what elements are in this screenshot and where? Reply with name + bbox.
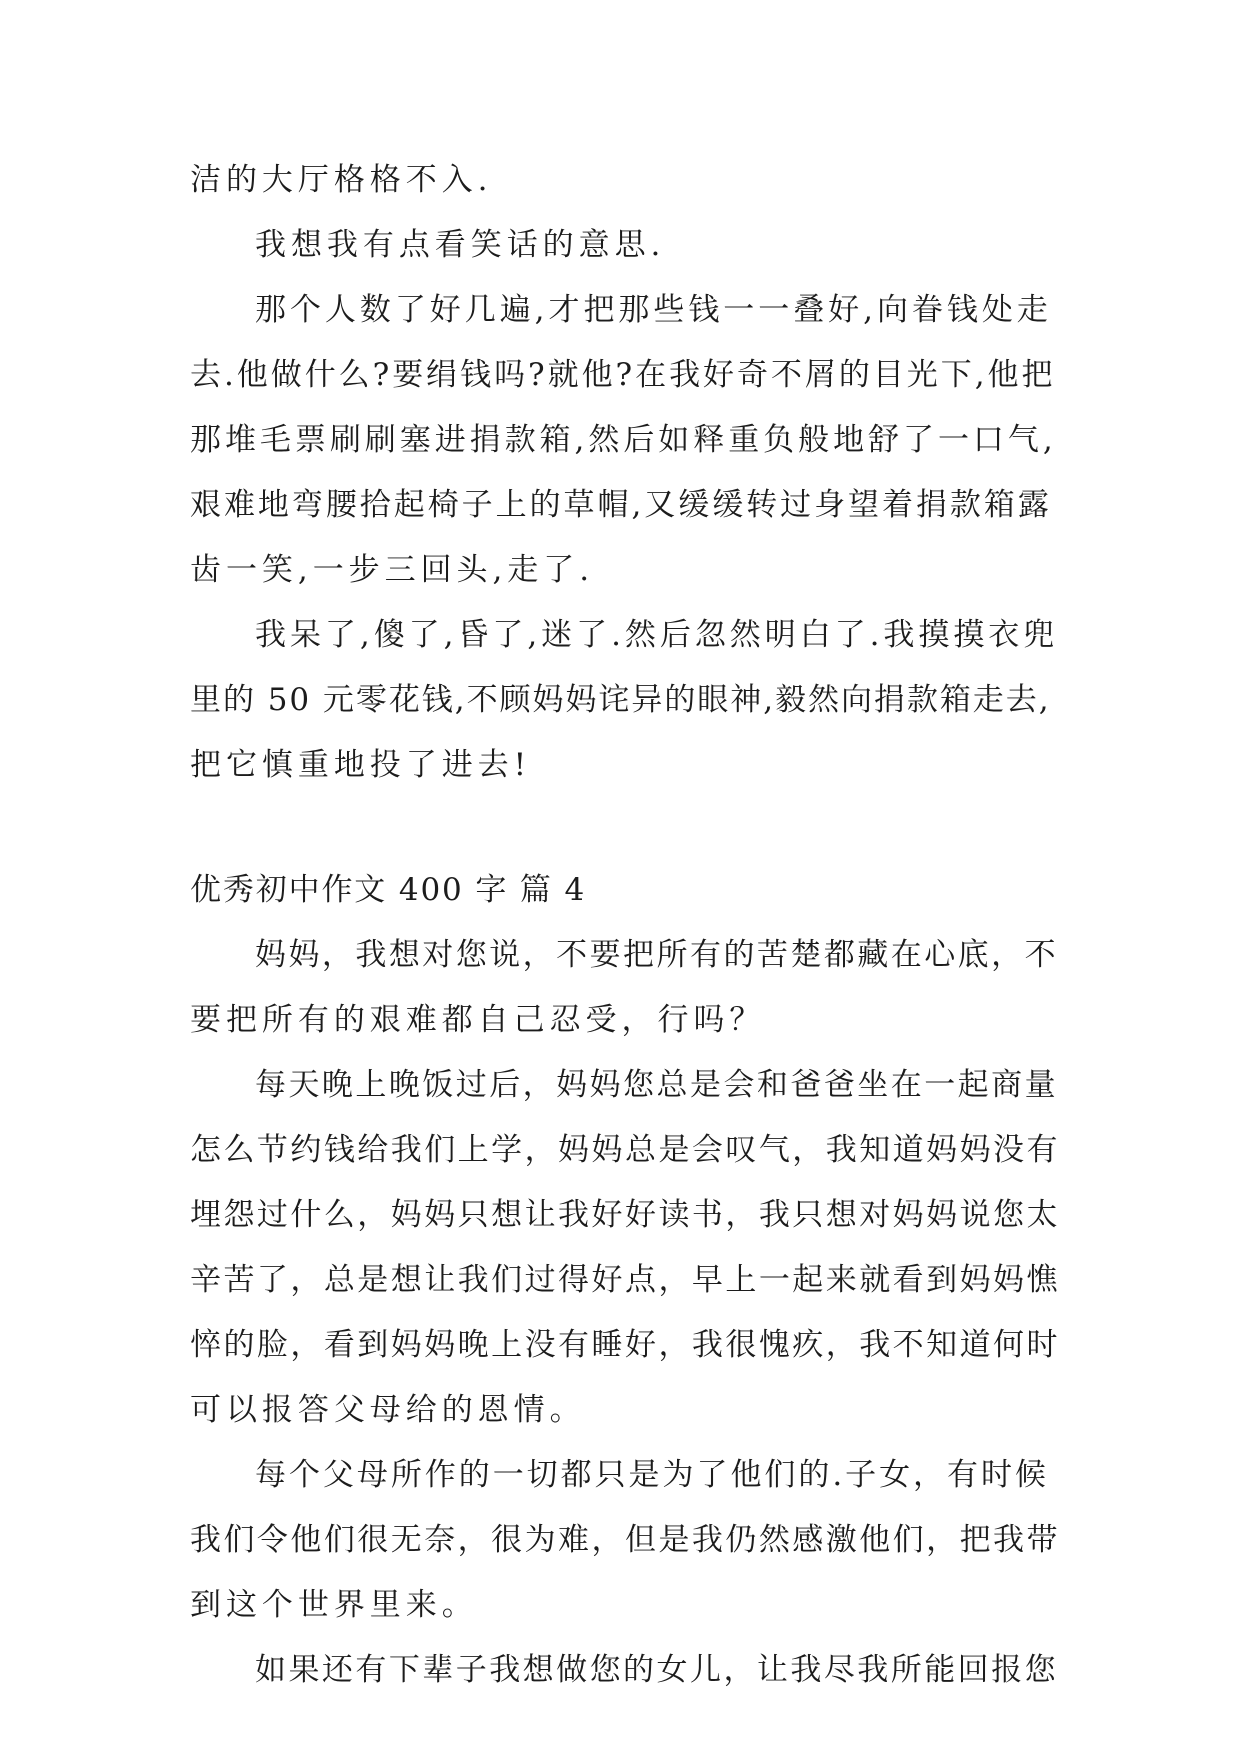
paragraph-line: 怎么节约钱给我们上学，妈妈总是会叹气，我知道妈妈没有 (190, 1132, 1060, 1168)
paragraph-line: 如果还有下辈子我想做您的女儿，让我尽我所能回报您 (255, 1652, 1059, 1688)
paragraph-line: 到这个世界里来。 (190, 1587, 478, 1623)
paragraph-line: 每个父母所作的一切都只是为了他们的.子女，有时候 (255, 1457, 1049, 1493)
paragraph-line: 我们令他们很无奈，很为难，但是我仍然感激他们，把我带 (190, 1522, 1060, 1558)
paragraph-line: 去.他做什么?要绢钱吗?就他?在我好奇不屑的目光下,他把 (190, 357, 1056, 393)
paragraph-line: 悴的脸，看到妈妈晚上没有睡好，我很愧疚，我不知道何时 (190, 1327, 1060, 1363)
paragraph-line: 埋怨过什么，妈妈只想让我好好读书，我只想对妈妈说您太 (190, 1197, 1060, 1233)
paragraph-line: 那个人数了好几遍,才把那些钱一一叠好,向眷钱处走 (255, 292, 1052, 328)
paragraph-line: 齿一笑,一步三回头,走了. (190, 552, 595, 588)
section-heading: 优秀初中作文 400 字 篇 4 (190, 872, 587, 908)
paragraph-line: 我想我有点看笑话的意思. (255, 227, 666, 263)
paragraph-line: 里的 50 元零花钱,不顾妈妈诧异的眼神,毅然向捐款箱走去, (190, 682, 1051, 718)
paragraph-line: 每天晚上晚饭过后，妈妈您总是会和爸爸坐在一起商量 (255, 1067, 1059, 1103)
paragraph-line: 我呆了,傻了,昏了,迷了.然后忽然明白了.我摸摸衣兜 (255, 617, 1059, 653)
paragraph-line: 那堆毛票刷刷塞进捐款箱,然后如释重负般地舒了一口气, (190, 422, 1057, 458)
paragraph-line: 洁的大厅格格不入. (190, 162, 493, 198)
paragraph-line: 把它慎重地投了进去! (190, 747, 532, 783)
paragraph-line: 艰难地弯腰拾起椅子上的草帽,又缓缓转过身望着捐款箱露 (190, 487, 1052, 523)
paragraph-line: 妈妈，我想对您说，不要把所有的苦楚都藏在心底，不 (255, 937, 1059, 973)
paragraph-line: 可以报答父母给的恩情。 (190, 1392, 586, 1428)
paragraph-line: 要把所有的艰难都自己忍受，行吗？ (190, 1002, 766, 1038)
paragraph-line: 辛苦了，总是想让我们过得好点，早上一起来就看到妈妈憔 (190, 1262, 1060, 1298)
